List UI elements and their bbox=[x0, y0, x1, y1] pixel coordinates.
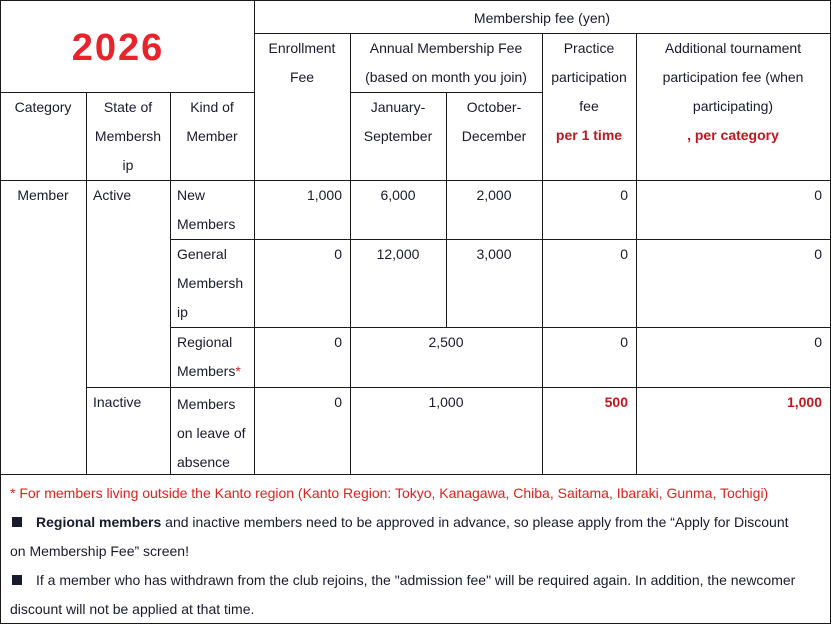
tournament-fee-header: Additional tournament participation fee (when participating) , per category bbox=[662, 40, 804, 143]
new-jan-sep-fee: 6,000 bbox=[380, 187, 416, 203]
regional-enrollment-fee: 0 bbox=[334, 334, 342, 350]
asterisk-mark: * bbox=[235, 363, 241, 379]
category-header: Category bbox=[14, 99, 72, 115]
leave-tournament-fee: 1,000 bbox=[786, 394, 822, 410]
note-rejoin: If a member who has withdrawn from the club rejoins, the "admission fee" will be required again. In addition, the newcomer discount will not be applied at that time. bbox=[10, 572, 796, 617]
note-approval: Regional members and inactive members need to be approved in advance, so please apply from the “Apply for Discount on Membership Fee” screen! bbox=[10, 514, 789, 559]
regional-practice-fee: 0 bbox=[620, 334, 628, 350]
grid-line bbox=[0, 474, 830, 475]
new-oct-dec-fee: 2,000 bbox=[476, 187, 512, 203]
new-tournament-fee: 0 bbox=[814, 187, 822, 203]
new-practice-fee: 0 bbox=[620, 187, 628, 203]
regional-annual-fee: 2,500 bbox=[428, 334, 464, 350]
bullet-square-icon bbox=[12, 517, 22, 527]
bullet-square-icon bbox=[12, 575, 22, 585]
kind-header: Kind of Member bbox=[186, 99, 238, 144]
year-title: 2026 bbox=[71, 27, 165, 69]
kind-new-members: New Members bbox=[177, 187, 236, 232]
leave-enrollment-fee: 0 bbox=[334, 394, 342, 410]
membership-fee-header: Membership fee (yen) bbox=[473, 10, 611, 26]
general-practice-fee: 0 bbox=[620, 246, 628, 262]
annual-fee-header: Annual Membership Fee (based on month you join) bbox=[365, 40, 527, 85]
practice-fee-header: Practice participation fee per 1 time bbox=[551, 40, 627, 143]
note-outside-kanto: * For members living outside the Kanto region (Kanto Region: Tokyo, Kanagawa, Chiba, Saitama, Ibaraki, Gunma, Tochigi) bbox=[10, 485, 769, 501]
oct-dec-header: October- December bbox=[461, 99, 527, 144]
leave-annual-fee: 1,000 bbox=[428, 394, 464, 410]
general-tournament-fee: 0 bbox=[814, 246, 822, 262]
category-member: Member bbox=[17, 187, 69, 203]
state-inactive: Inactive bbox=[93, 394, 142, 410]
leave-practice-fee: 500 bbox=[604, 394, 628, 410]
kind-members-on-leave: Members on leave of absence bbox=[177, 396, 246, 470]
jan-sep-header: January- September bbox=[363, 99, 433, 144]
state-active: Active bbox=[93, 187, 132, 203]
new-enrollment-fee: 1,000 bbox=[306, 187, 342, 203]
general-oct-dec-fee: 3,000 bbox=[476, 246, 512, 262]
general-enrollment-fee: 0 bbox=[334, 246, 342, 262]
general-jan-sep-fee: 12,000 bbox=[376, 246, 420, 262]
kind-regional-members: Regional Members* bbox=[177, 334, 241, 379]
kind-general-membership: General Membersh ip bbox=[177, 246, 244, 320]
regional-tournament-fee: 0 bbox=[814, 334, 822, 350]
state-header: State of Membersh ip bbox=[94, 99, 162, 173]
enrollment-fee-header: Enrollment Fee bbox=[268, 40, 336, 85]
